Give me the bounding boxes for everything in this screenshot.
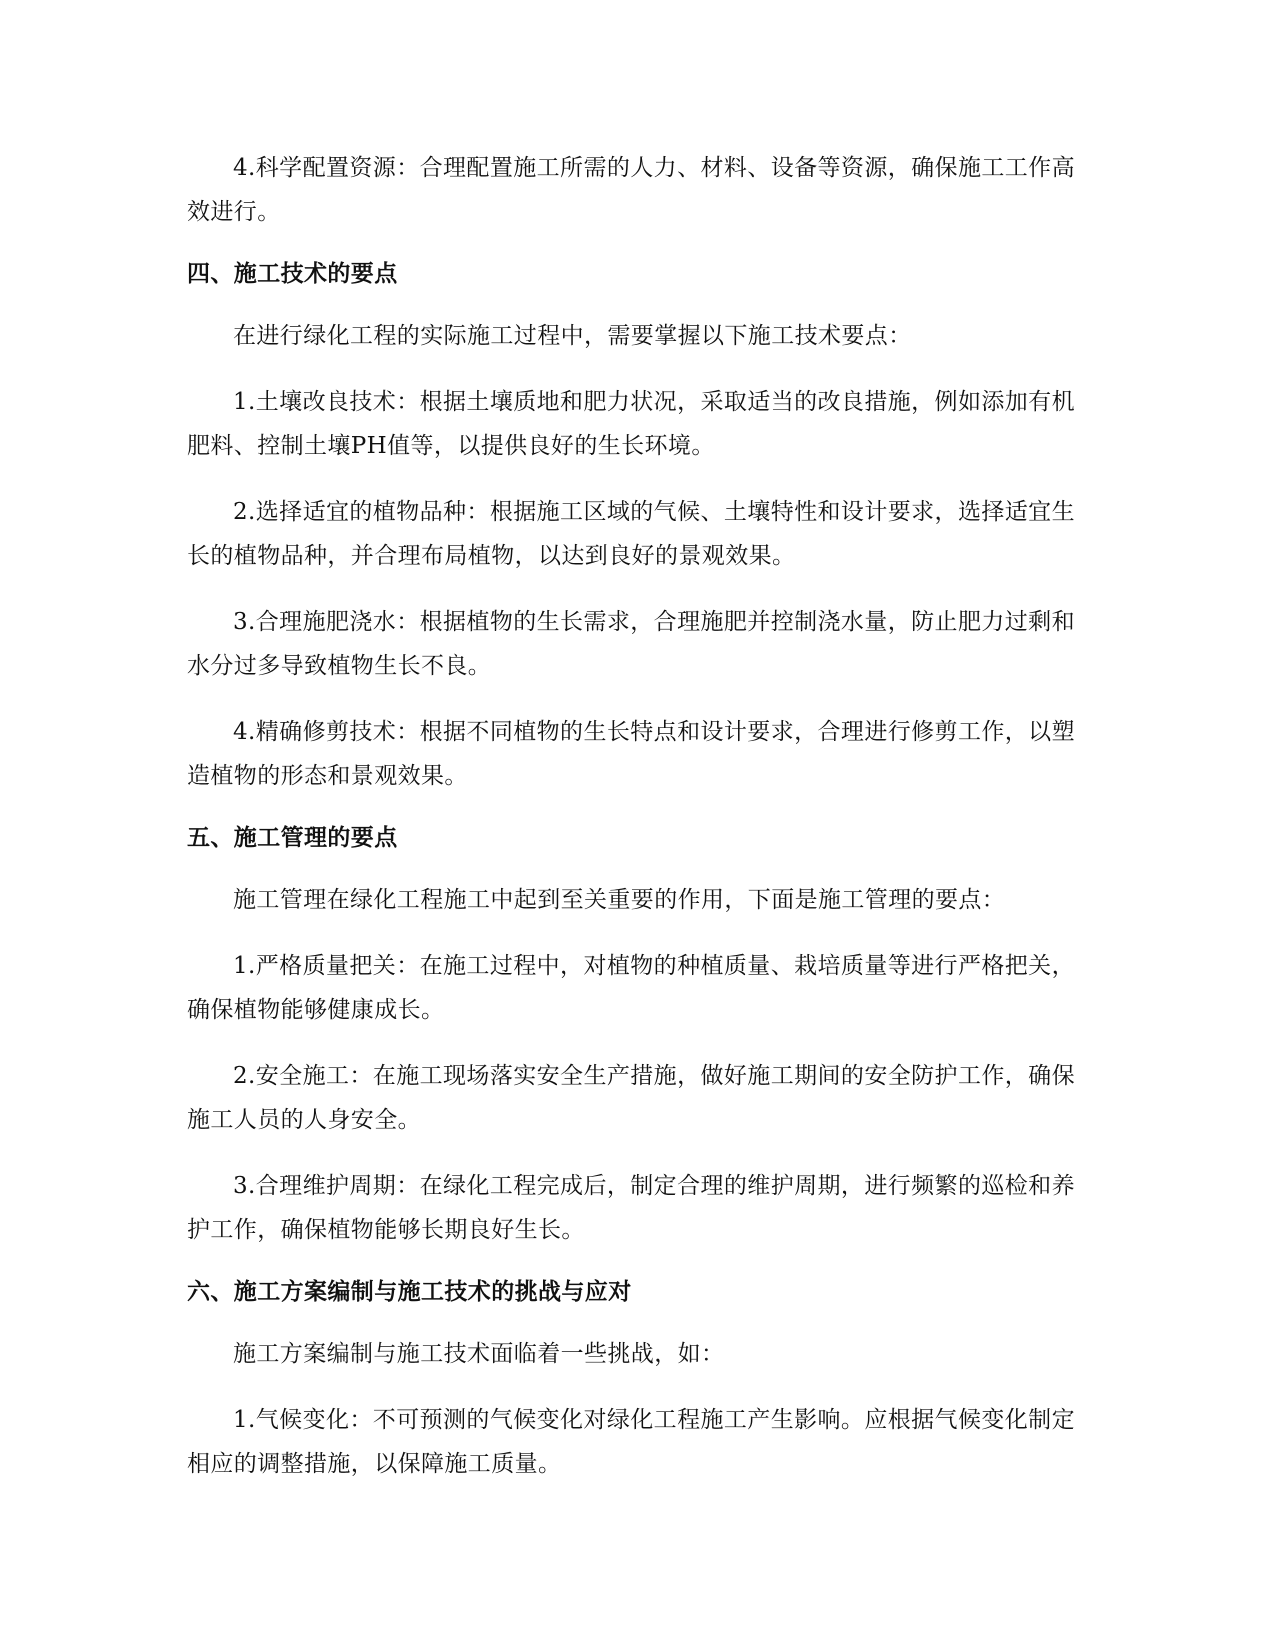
section-heading-challenges: 六、施工方案编制与施工技术的挑战与应对: [187, 1279, 632, 1305]
paragraph-maintenance: 3.合理维护周期：在绿化工程完成后，制定合理的维护周期，进行频繁的巡检和养护工作，确保植物能够长期良好生长。: [187, 1173, 1075, 1243]
paragraph-climate-change: 1.气候变化：不可预测的气候变化对绿化工程施工产生影响。应根据气候变化制定相应的调整措施，以保障施工质量。: [187, 1407, 1075, 1477]
paragraph-resource-allocation: 4.科学配置资源：合理配置施工所需的人力、材料、设备等资源，确保施工工作高效进行。: [187, 155, 1075, 225]
paragraph-management-intro: 施工管理在绿化工程施工中起到至关重要的作用，下面是施工管理的要点：: [233, 887, 1006, 913]
paragraph-challenges-intro: 施工方案编制与施工技术面临着一些挑战，如：: [233, 1341, 725, 1367]
paragraph-safety: 2.安全施工：在施工现场落实安全生产措施，做好施工期间的安全防护工作，确保施工人员的人身安全。: [187, 1063, 1075, 1133]
document-body: [187, 146, 1075, 1486]
paragraph-quality-control: 1.严格质量把关：在施工过程中，对植物的种植质量、栽培质量等进行严格把关，确保植物能够健康成长。: [187, 953, 1075, 1023]
paragraph-plant-selection: 2.选择适宜的植物品种：根据施工区域的气候、土壤特性和设计要求，选择适宜生长的植物品种，并合理布局植物，以达到良好的景观效果。: [187, 499, 1075, 569]
paragraph-soil-improvement: 1.土壤改良技术：根据土壤质地和肥力状况，采取适当的改良措施，例如添加有机肥料、控制土壤PH值等，以提供良好的生长环境。: [187, 389, 1075, 459]
paragraph-pruning: 4.精确修剪技术：根据不同植物的生长特点和设计要求，合理进行修剪工作，以塑造植物的形态和景观效果。: [187, 719, 1075, 789]
paragraph-technique-intro: 在进行绿化工程的实际施工过程中，需要掌握以下施工技术要点：: [233, 323, 912, 349]
section-heading-construction-technique: 四、施工技术的要点: [187, 261, 398, 287]
paragraph-fertilize-water: 3.合理施肥浇水：根据植物的生长需求，合理施肥并控制浇水量，防止肥力过剩和水分过多导致植物生长不良。: [187, 609, 1075, 679]
section-heading-construction-management: 五、施工管理的要点: [187, 825, 398, 851]
